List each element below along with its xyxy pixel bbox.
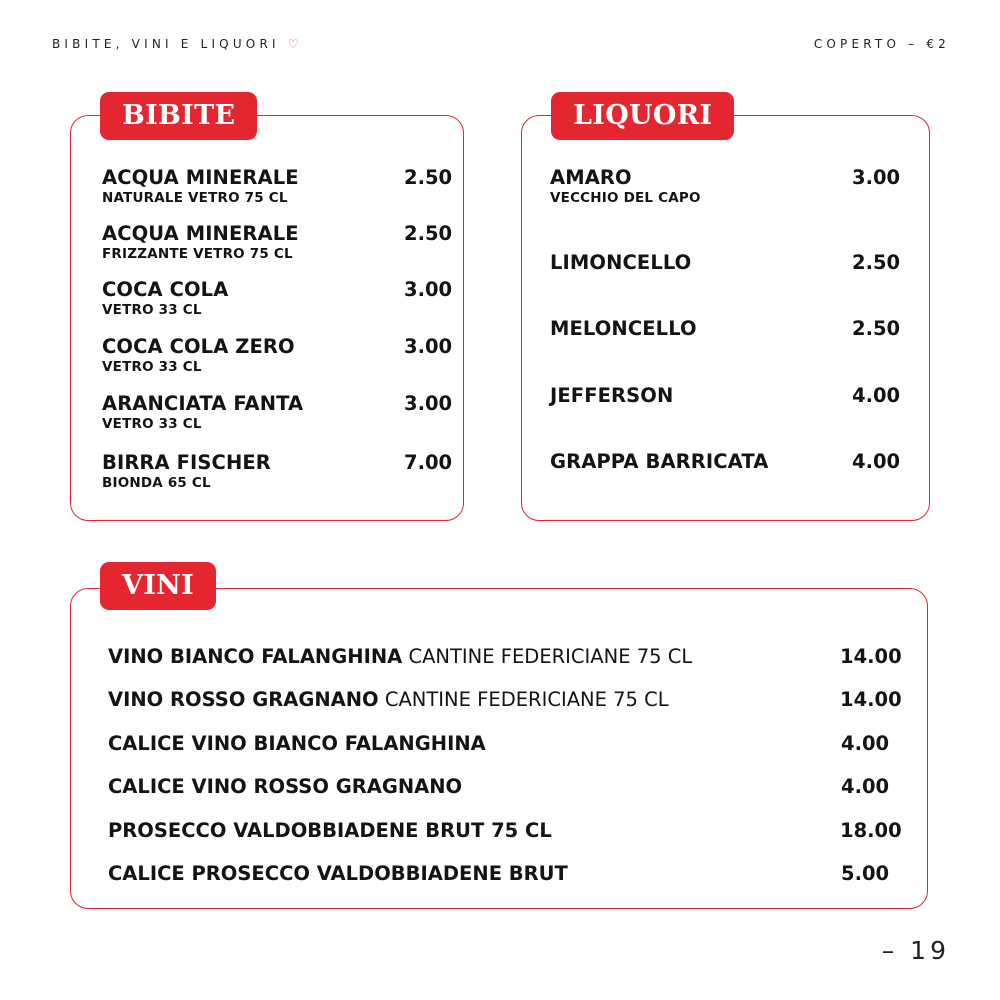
item-price: 3.00 <box>404 335 453 358</box>
item-description: VECCHIO DEL CAPO <box>550 190 701 206</box>
section-title-text: BIBITE, VINI E LIQUORI <box>52 37 280 51</box>
item-price: 7.00 <box>404 451 453 474</box>
item-description: CANTINE FEDERICIANE 75 CL <box>408 645 693 668</box>
item-name: PROSECCO VALDOBBIADENE BRUT 75 CL <box>108 819 552 842</box>
item-name: CALICE VINO BIANCO FALANGHINA <box>108 732 486 755</box>
item-price: 4.00 <box>852 450 901 473</box>
page-number: – 19 <box>881 936 950 965</box>
liquori-item <box>550 318 697 340</box>
wine-item <box>108 820 552 842</box>
wine-item <box>108 776 462 798</box>
item-name: AMARO <box>550 166 632 189</box>
item-name: MELONCELLO <box>550 317 697 340</box>
vini-heading: VINI <box>100 562 216 610</box>
item-price: 4.00 <box>852 384 901 407</box>
page-section-title <box>52 37 303 51</box>
liquori-item <box>550 167 701 207</box>
item-description: BIONDA 65 CL <box>102 475 211 491</box>
item-price: 4.00 <box>841 732 890 755</box>
item-name: JEFFERSON <box>550 384 674 407</box>
item-price: 2.50 <box>404 166 453 189</box>
bibite-item <box>102 223 299 263</box>
item-price: 18.00 <box>840 819 902 842</box>
item-description: VETRO 33 CL <box>102 359 202 375</box>
wine-item <box>108 689 669 711</box>
liquori-heading: LIQUORI <box>551 92 734 140</box>
heart-icon: ♡ <box>287 37 303 51</box>
item-name: LIMONCELLO <box>550 251 692 274</box>
item-name: CALICE VINO ROSSO GRAGNANO <box>108 775 463 798</box>
item-price: 2.50 <box>404 222 453 245</box>
item-price: 3.00 <box>852 166 901 189</box>
liquori-item <box>550 252 691 274</box>
liquori-item <box>550 451 768 473</box>
item-price: 3.00 <box>404 278 453 301</box>
wine-item <box>108 646 692 668</box>
item-price: 14.00 <box>840 688 902 711</box>
bibite-item <box>102 393 303 433</box>
item-name: CALICE PROSECCO VALDOBBIADENE BRUT <box>108 862 568 885</box>
item-name: COCA COLA <box>102 278 229 301</box>
item-price: 3.00 <box>404 392 453 415</box>
bibite-item <box>102 279 228 319</box>
item-name: BIRRA FISCHER <box>102 451 271 474</box>
item-name: ACQUA MINERALE <box>102 222 299 245</box>
item-description: NATURALE VETRO 75 CL <box>102 190 288 206</box>
item-name: COCA COLA ZERO <box>102 335 295 358</box>
wine-item <box>108 733 486 755</box>
wine-item <box>108 863 568 885</box>
item-description: VETRO 33 CL <box>102 302 202 318</box>
bibite-item <box>102 336 295 376</box>
liquori-item <box>550 385 673 407</box>
item-name: VINO BIANCO FALANGHINA <box>108 645 403 668</box>
item-description: CANTINE FEDERICIANE 75 CL <box>384 688 669 711</box>
bibite-heading: BIBITE <box>100 92 257 140</box>
item-name: ACQUA MINERALE <box>102 166 299 189</box>
item-name: VINO ROSSO GRAGNANO <box>108 688 379 711</box>
item-price: 2.50 <box>852 317 901 340</box>
item-name: ARANCIATA FANTA <box>102 392 304 415</box>
item-price: 2.50 <box>852 251 901 274</box>
item-description: FRIZZANTE VETRO 75 CL <box>102 246 293 262</box>
item-price: 5.00 <box>841 862 890 885</box>
bibite-item <box>102 167 299 207</box>
cover-charge: COPERTO – €2 <box>813 37 950 51</box>
item-name: GRAPPA BARRICATA <box>550 450 769 473</box>
item-price: 4.00 <box>841 775 890 798</box>
item-price: 14.00 <box>840 645 902 668</box>
bibite-item <box>102 452 271 492</box>
item-description: VETRO 33 CL <box>102 416 202 432</box>
